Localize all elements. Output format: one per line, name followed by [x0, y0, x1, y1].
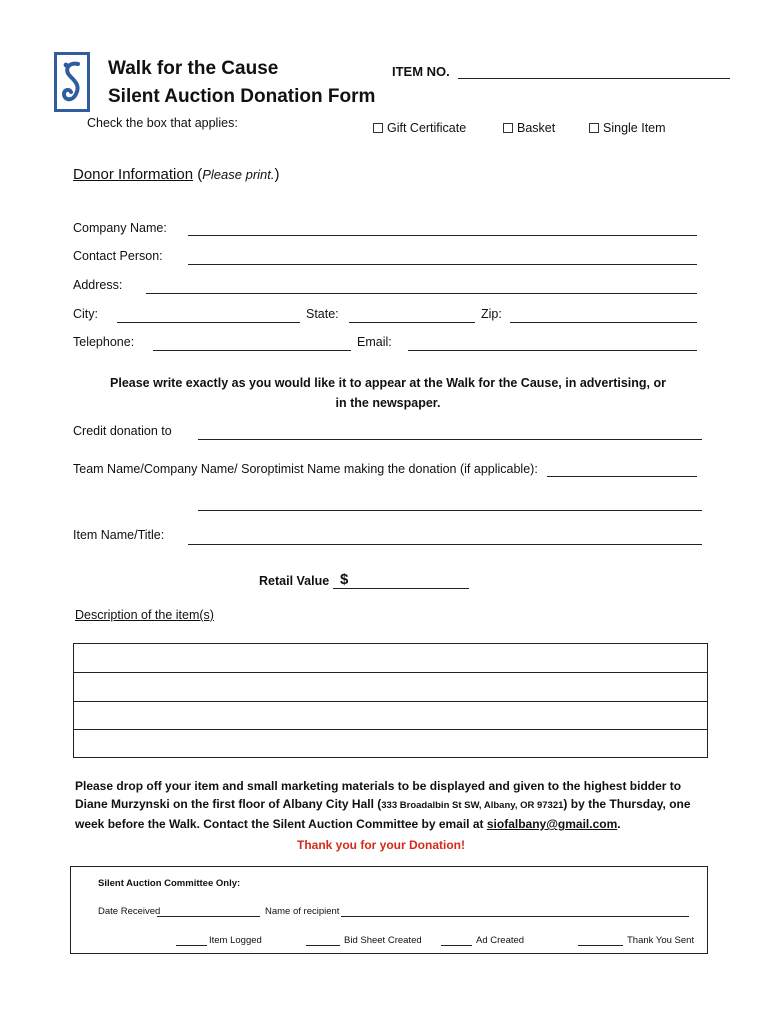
credit-donation-field[interactable]	[198, 439, 702, 440]
address-field[interactable]	[146, 293, 697, 294]
description-row[interactable]	[74, 673, 707, 702]
city-field[interactable]	[117, 322, 300, 323]
telephone-label: Telephone:	[73, 335, 135, 349]
soroptimist-logo-icon	[54, 52, 90, 112]
state-field[interactable]	[349, 322, 475, 323]
form-title-line1: Walk for the Cause	[108, 58, 279, 79]
email-label: Email:	[357, 335, 392, 349]
dropoff-instructions: Please drop off your item and small marketing materials to be displayed and given to the highest bidder to Diane Murzynski on the first floor of Albany City Hall (333 Broadalbin St SW, Albany, OR 97321) by the Thursday, one week before the Walk. Contact the Silent Auction Committee by email at siofalbany@gmail.com.	[75, 779, 691, 831]
item-no-field[interactable]	[458, 78, 730, 79]
currency-symbol: $	[340, 571, 349, 588]
option-single-item[interactable]: Single Item	[589, 121, 666, 135]
company-name-label: Company Name:	[73, 221, 167, 235]
thank-you-message: Thank you for your Donation!	[297, 838, 465, 852]
contact-person-field[interactable]	[188, 264, 697, 265]
item-name-field[interactable]	[188, 544, 702, 545]
team-name-field-continued[interactable]	[198, 510, 702, 511]
item-logged-label: Item Logged	[209, 935, 262, 946]
gift-certificate-checkbox[interactable]	[373, 123, 383, 133]
item-logged-field[interactable]	[176, 945, 207, 946]
description-table	[73, 643, 708, 758]
zip-field[interactable]	[510, 322, 697, 323]
option-basket[interactable]: Basket	[503, 121, 555, 135]
name-of-recipient-label: Name of recipient	[265, 906, 340, 917]
bid-sheet-field[interactable]	[306, 945, 340, 946]
address-label: Address:	[73, 278, 123, 292]
credit-donation-label: Credit donation to	[73, 424, 172, 438]
thank-you-sent-field[interactable]	[578, 945, 623, 946]
option-gift-certificate[interactable]: Gift Certificate	[373, 121, 466, 135]
retail-value-label: Retail Value	[259, 574, 330, 588]
check-prompt: Check the box that applies:	[87, 116, 238, 130]
team-name-field[interactable]	[547, 476, 697, 477]
city-hall-address: 333 Broadalbin St SW, Albany, OR 97321	[381, 800, 564, 811]
state-label: State:	[306, 307, 339, 321]
retail-value-field[interactable]	[333, 588, 469, 589]
date-received-label: Date Received	[98, 906, 161, 917]
contact-person-label: Contact Person:	[73, 249, 163, 263]
date-received-field[interactable]	[157, 916, 260, 917]
thank-you-sent-label: Thank You Sent	[627, 935, 695, 946]
email-field[interactable]	[408, 350, 697, 351]
city-label: City:	[73, 307, 98, 321]
description-row[interactable]	[74, 730, 707, 759]
single-item-checkbox[interactable]	[589, 123, 599, 133]
bid-sheet-label: Bid Sheet Created	[344, 935, 422, 946]
item-name-label: Item Name/Title:	[73, 528, 165, 542]
item-no-label: ITEM NO.	[392, 64, 450, 79]
team-name-label: Team Name/Company Name/ Soroptimist Name making the donation (if applicable):	[73, 462, 538, 476]
basket-checkbox[interactable]	[503, 123, 513, 133]
name-of-recipient-field[interactable]	[341, 916, 689, 917]
description-row[interactable]	[74, 644, 707, 673]
committee-email-link[interactable]: siofalbany@gmail.com	[486, 817, 618, 831]
description-row[interactable]	[74, 702, 707, 731]
telephone-field[interactable]	[153, 350, 351, 351]
zip-label: Zip:	[481, 307, 502, 321]
ad-created-field[interactable]	[441, 945, 472, 946]
description-label: Description of the item(s)	[75, 608, 214, 622]
form-title-line2: Silent Auction Donation Form	[108, 86, 376, 107]
committee-title: Silent Auction Committee Only:	[98, 878, 241, 889]
print-instructions: Please write exactly as you would like it to appear at the Walk for the Cause, in advertising, or in the newspaper.	[110, 376, 666, 410]
ad-created-label: Ad Created	[476, 935, 525, 946]
company-name-field[interactable]	[188, 235, 697, 236]
donor-info-heading: Donor Information (Please print.)	[73, 166, 280, 183]
